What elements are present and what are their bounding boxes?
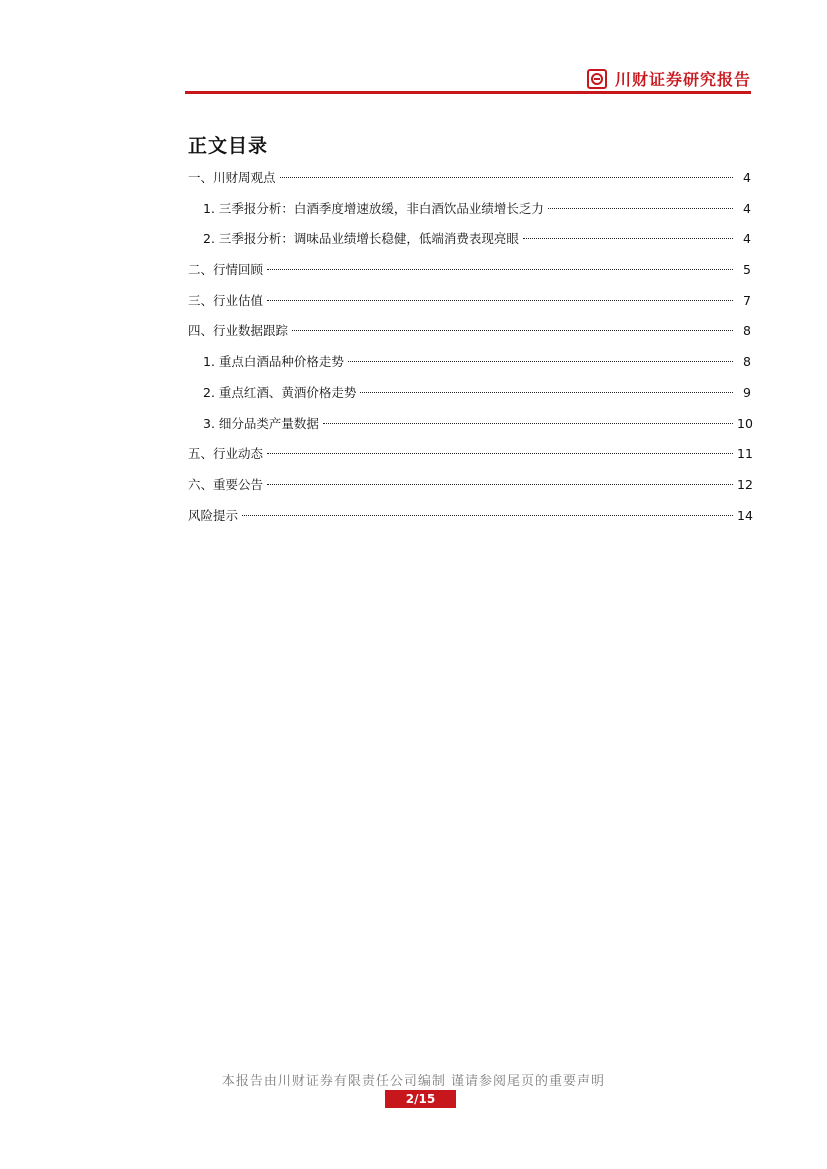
toc-entry[interactable] [188,442,751,473]
toc-entry[interactable] [188,227,751,258]
toc-entry[interactable] [188,166,751,197]
toc-entry-label: 2. 三季报分析：调味品业绩增长稳健，低端消费表现亮眼 [203,231,519,247]
toc-title: 正文目录 [188,135,269,157]
toc-entry-label: 六、重要公告 [188,476,264,492]
toc-leader-dots [267,269,733,270]
toc-entry[interactable] [188,412,751,443]
toc-entry-page: 12 [737,476,753,492]
toc-entry-label: 三、行业估值 [188,292,264,308]
toc-entry[interactable] [188,504,751,535]
toc-leader-dots [267,484,733,485]
toc-leader-dots [523,238,733,239]
toc-leader-dots [242,515,733,516]
toc-entry-label: 五、行业动态 [188,446,264,462]
toc-entry-label: 2. 重点红酒、黄酒价格走势 [203,384,357,400]
toc-entry-page: 4 [743,231,751,247]
toc-entry-label: 3. 细分品类产量数据 [203,415,319,431]
toc-entry-page: 11 [737,446,753,462]
chuancai-logo-icon [587,69,607,89]
toc-leader-dots [292,330,733,331]
toc-leader-dots [267,453,733,454]
toc-entry-label: 二、行情回顾 [188,262,264,278]
toc-entry-label: 1. 重点白酒品种价格走势 [203,354,344,370]
toc-entry-page: 8 [743,323,751,339]
toc-entry-page: 14 [737,507,753,523]
footer-disclaimer: 本报告由川财证券有限责任公司编制 谨请参阅尾页的重要声明 [221,1074,606,1089]
toc-entry-label: 一、川财周观点 [188,170,276,185]
toc-entry-label: 四、行业数据跟踪 [188,323,289,339]
header-rule [185,91,751,94]
brand-name: 川财证券研究报告 [614,70,751,89]
toc-entry[interactable] [188,258,751,289]
toc-entry[interactable] [188,381,751,412]
toc-entry-label: 风险提示 [188,507,239,523]
toc-entry[interactable] [188,473,751,504]
toc-entry-page: 4 [743,200,751,216]
toc-entry-page: 5 [743,262,751,278]
brand [587,67,751,90]
toc-entry-label: 1. 三季报分析：白酒季度增速放缓，非白酒饮品业绩增长乏力 [203,200,544,216]
toc-leader-dots [267,300,733,301]
toc-entry[interactable] [188,289,751,320]
page-number-badge: 2/15 [385,1090,456,1108]
toc-entry[interactable] [188,319,751,350]
toc-leader-dots [323,423,733,424]
toc-entry[interactable] [188,197,751,228]
toc-entry-page: 4 [743,170,751,185]
toc-entry[interactable] [188,350,751,381]
toc-entry-page: 8 [743,354,751,370]
toc-entry-page: 7 [743,292,751,308]
toc-leader-dots [548,208,733,209]
table-of-contents [188,166,751,534]
toc-entry-page: 10 [737,415,753,431]
toc-leader-dots [348,361,733,362]
toc-entry-page: 9 [743,384,751,400]
report-header [185,64,751,94]
toc-leader-dots [360,392,733,393]
toc-leader-dots [280,177,733,178]
